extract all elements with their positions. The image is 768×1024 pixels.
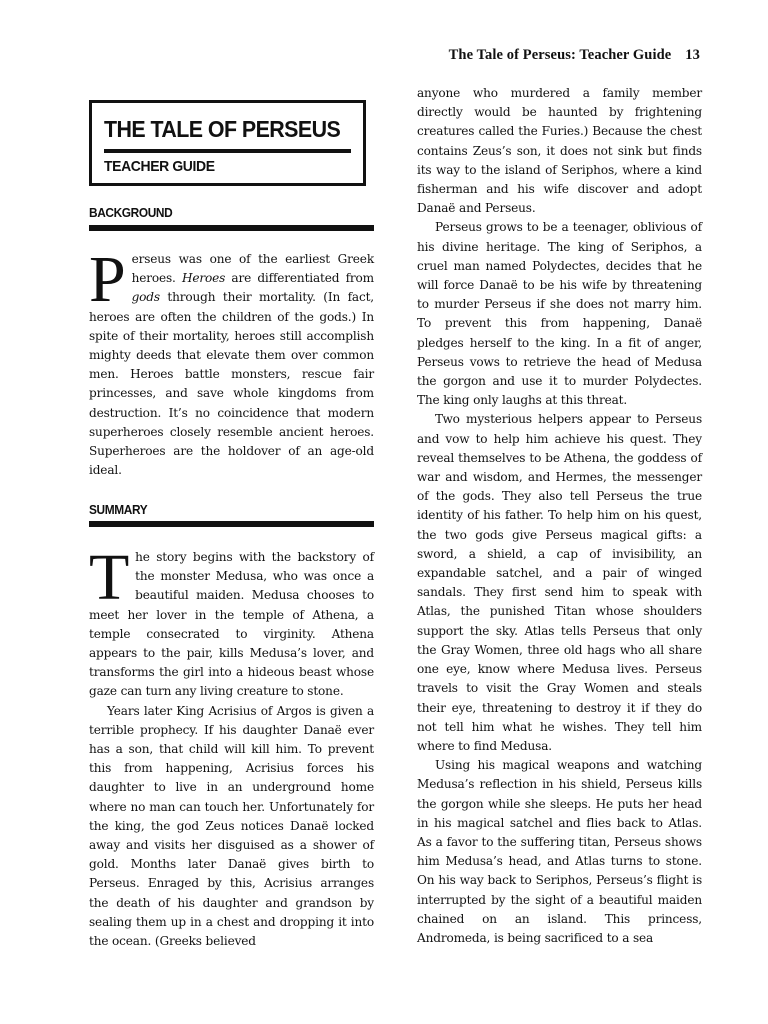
- right-paragraph-3: Two mysterious helpers appear to Perseus and vow to help him achieve his quest. They reveal themselves to be Athena, the goddess of war and wisdom, and Hermes, the messenger of the gods. They also tell Perseus the true identity of his father. To help him on his quest, the two gods give Perseus magical gifts: a sword, a shield, a cap of invisibility, an expandable satchel, and a pair of winged sandals. They first send him to speak with Atlas, the punished Titan whose shoulders support the sky. Atlas tells Perseus that only the Gray Women, three old hags who all share one eye, know where Medusa lives. Perseus travels to visit the Gray Women and steals their eye, threatening to destroy it if they do not tell him what he wishes. They tell him where to find Medusa.: [417, 412, 702, 753]
- running-head: [449, 47, 700, 64]
- background-heading: BACKGROUND: [89, 206, 173, 220]
- drop-cap: T: [89, 541, 130, 614]
- right-column-text: [417, 84, 702, 948]
- right-paragraph-2: Perseus grows to be a teenager, oblivious of his divine heritage. The king of Seriphos, a cruel man named Polydectes, decides that he will force Danaë to be his wife by threatening to murder Perseus if she does not marry him. To prevent this from happening, Danaë pledges herself to the king. In a fit of anger, Perseus vows to retrieve the head of Medusa the gorgon and use it to murder Polydectes. The king only laughs at this threat.: [417, 220, 702, 408]
- title-rule: [104, 149, 351, 153]
- summary-paragraph-1: The story begins with the backstory of the monster Medusa, who was once a beautiful maiden. Medusa chooses to meet her lover in the temple of Athena, a temple consecrated to virginity. Athena appears to the pair, kills Medusa’s lover, and transforms the girl into a hideous beast whose gaze can turn any living creature to stone.: [89, 541, 374, 699]
- background-rule: [89, 225, 374, 231]
- page-title: THE TALE OF PERSEUS: [104, 116, 341, 142]
- drop-cap: P: [89, 243, 126, 316]
- summary-section: [89, 541, 374, 951]
- page-subtitle: TEACHER GUIDE: [104, 158, 215, 175]
- title-box: [89, 100, 366, 186]
- summary-heading: SUMMARY: [89, 503, 148, 517]
- background-paragraph: Perseus was one of the earliest Greek heroes. Heroes are differentiated from gods through their mortality. (In fact, heroes are often the children of the gods.) In spite of their mortality, heroes still accomplish mighty deeds that elevate them over common men. Heroes battle monsters, rescue fair princesses, and save whole kingdoms from destruction. It’s no coincidence that modern superheroes closely resemble ancient heroes. Superheroes are the holdover of an age-old ideal.: [89, 243, 374, 478]
- right-paragraph-1: anyone who murdered a family member directly would be haunted by frightening creatures called the Furies.) Because the chest contains Zeus’s son, it does not sink but finds its way to the island of Seriphos, where a kind fisherman and his wife discover and adopt Danaë and Perseus.: [417, 86, 702, 216]
- page-number: 13: [685, 47, 700, 63]
- running-head-title: The Tale of Perseus: Teacher Guide: [448, 47, 672, 63]
- summary-rule: [89, 521, 374, 527]
- summary-paragraph-2: Years later King Acrisius of Argos is given a terrible prophecy. If his daughter Danaë ever has a son, that child will kill him. To prevent this from happening, Acrisius forces his daughter to live in an underground home where no man can touch her. Unfortunately for the king, the god Zeus notices Danaë locked away and visits her disguised as a shower of gold. Months later Danaë gives birth to Perseus. Enraged by this, Acrisius arranges the death of his daughter and grandson by sealing them up in a chest and dropping it into the ocean. (Greeks believed: [89, 703, 374, 949]
- background-section: [89, 243, 374, 480]
- right-paragraph-4: Using his magical weapons and watching Medusa’s reflection in his shield, Perseus kills the gorgon while she sleeps. He puts her head in his magical satchel and flies back to Atlas. As a favor to the suffering titan, Perseus shows him Medusa’s head, and Atlas turns to stone. On his way back to Seriphos, Perseus’s flight is interrupted by the sight of a beautiful maiden chained on an island. This princess, Andromeda, is being sacrificed to a sea: [417, 758, 702, 945]
